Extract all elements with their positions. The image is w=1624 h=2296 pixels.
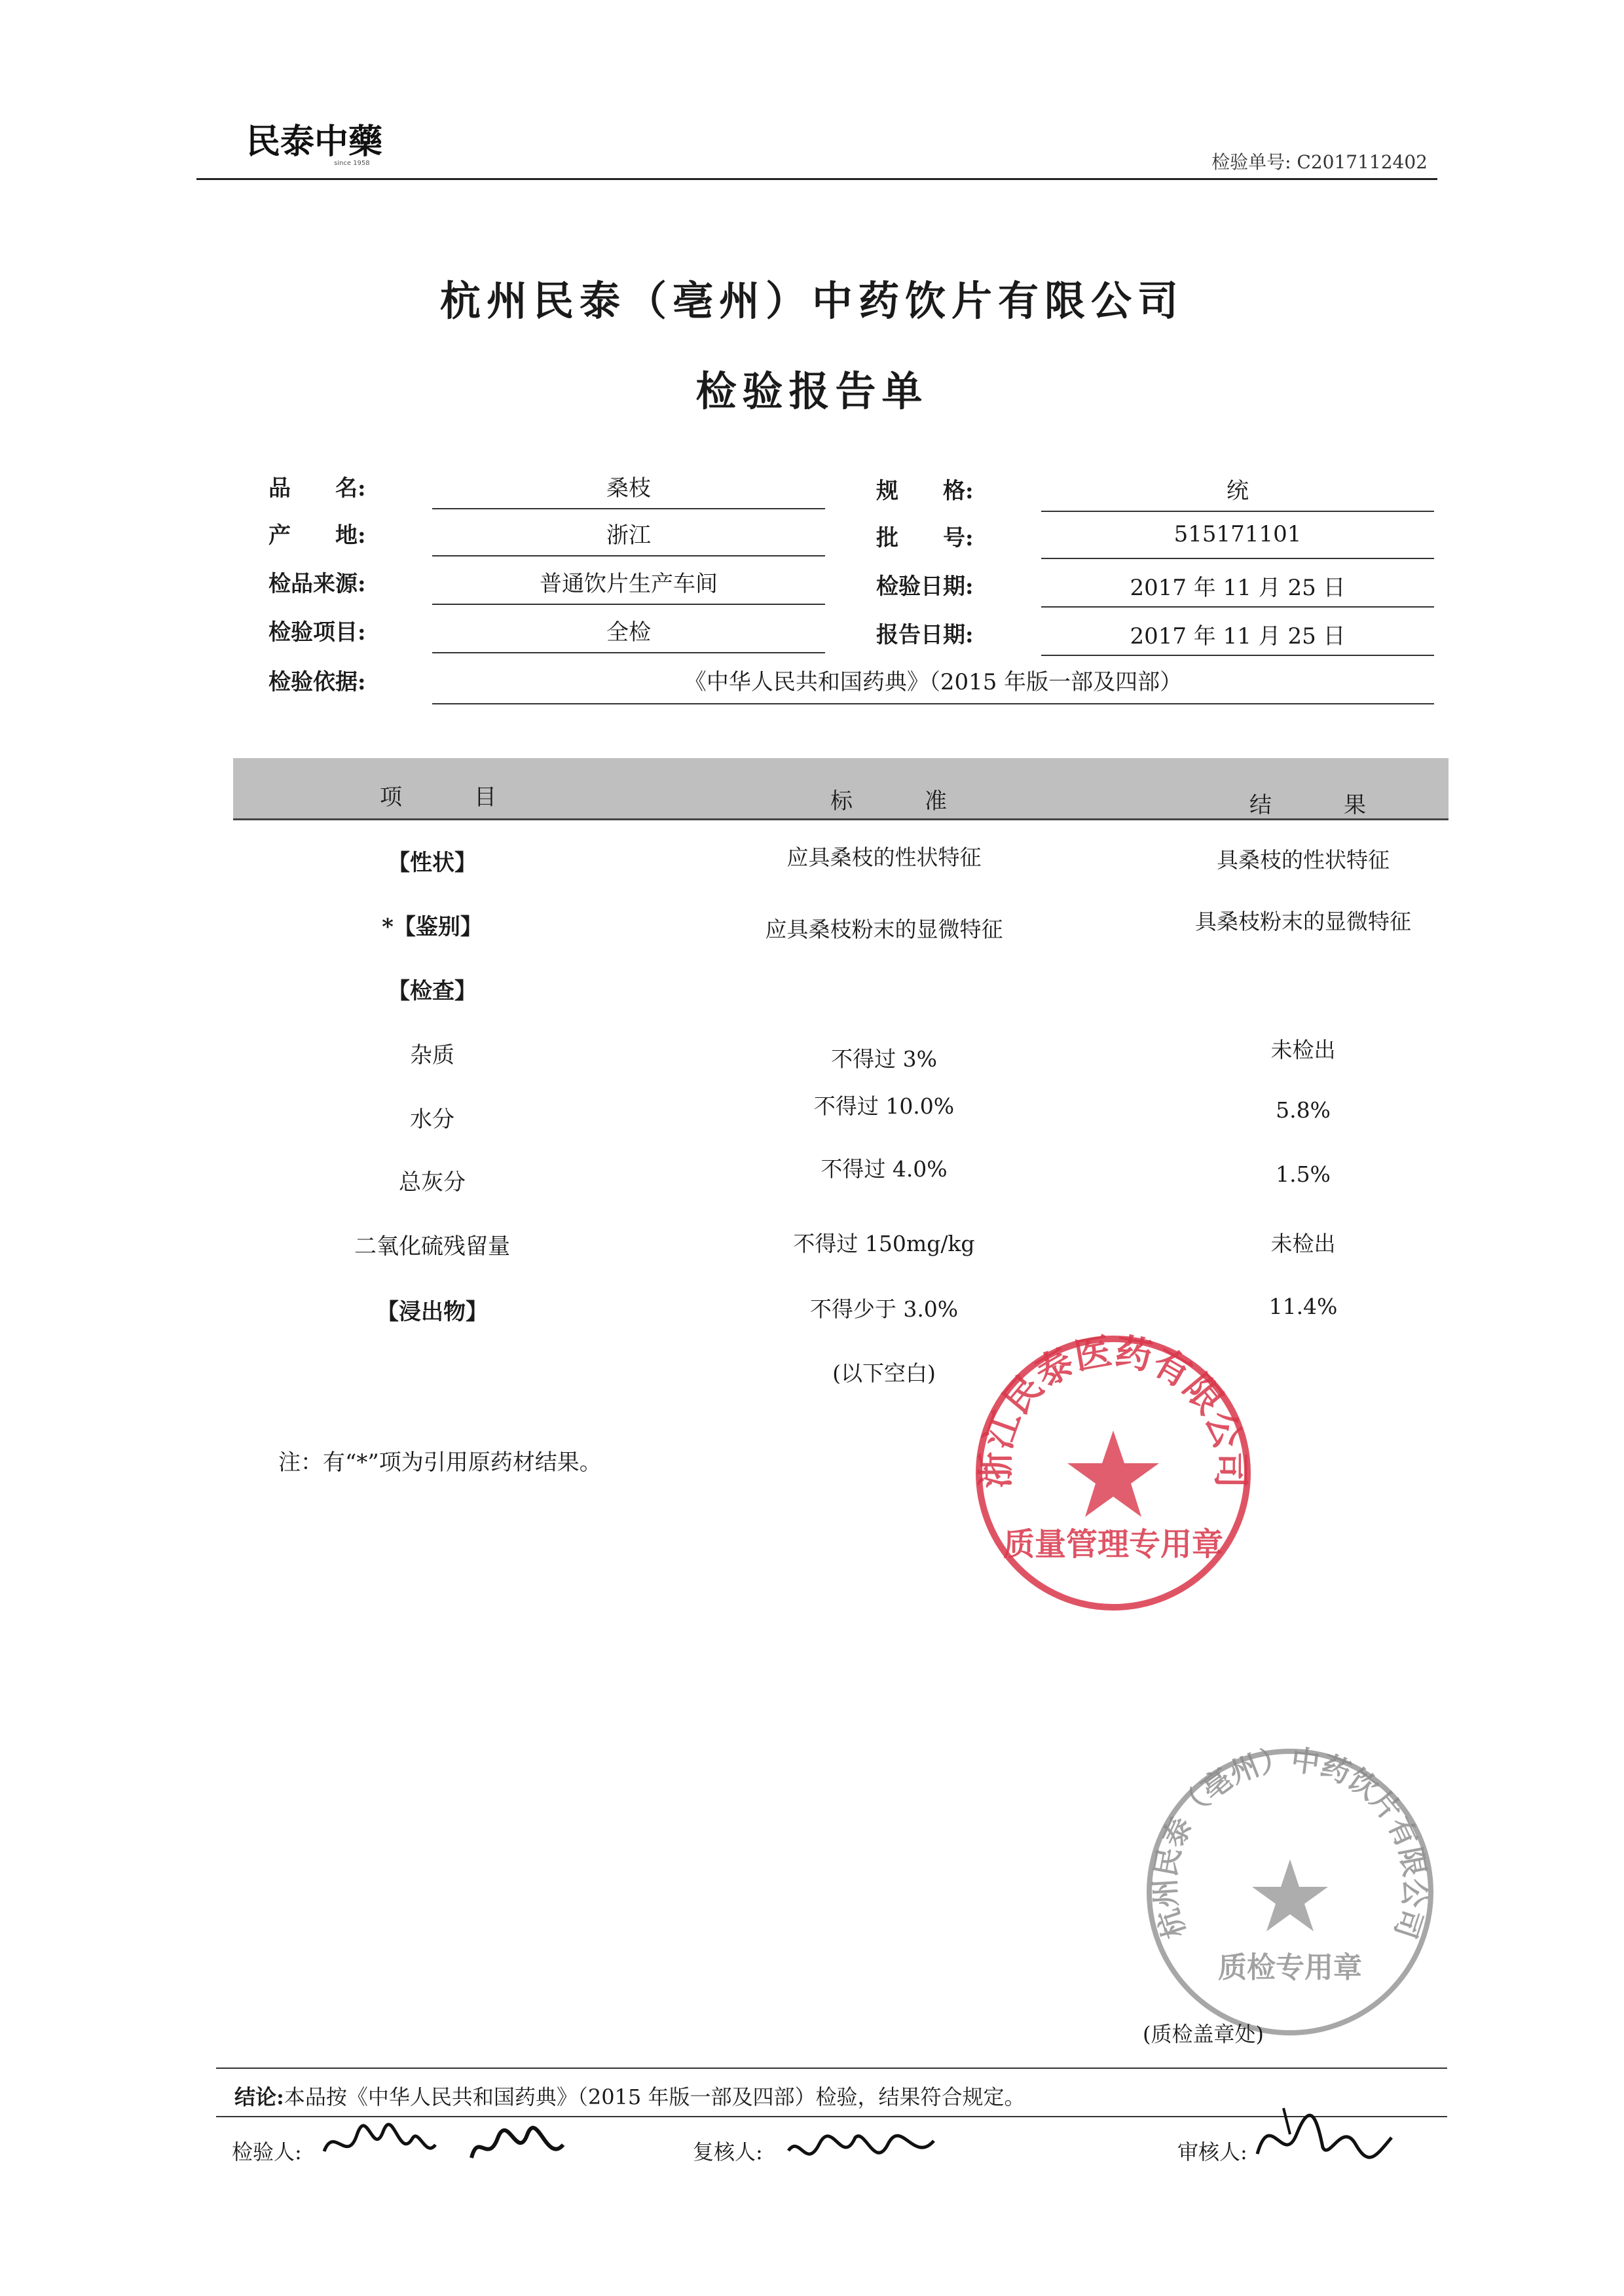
- basis-value: 《中华人民共和国药典》（2015 年版一部及四部）: [684, 669, 1183, 695]
- table-header-result: 结 果: [1249, 792, 1375, 818]
- info-underline: [432, 508, 825, 509]
- doc-number: 检验单号: C2017112402: [1211, 151, 1428, 173]
- batch-value: 515171101: [1173, 521, 1302, 547]
- row-standard: 应具桑枝粉末的显微特征: [765, 917, 1003, 942]
- info-underline: [432, 652, 825, 653]
- spec-label: 规 格:: [876, 478, 974, 504]
- conclusion: [234, 2081, 1025, 2111]
- row-result: 5.8%: [1276, 1097, 1331, 1123]
- info-underline: [432, 703, 1434, 704]
- row-result: 具桑枝粉末的显微特征: [1195, 909, 1411, 934]
- info-underline: [432, 555, 825, 556]
- row-item: 【检查】: [388, 978, 477, 1004]
- svg-text:民泰中藥: 民泰中藥: [246, 122, 383, 162]
- row-result: 具桑枝的性状特征: [1217, 847, 1390, 873]
- row-standard: 不得过 150mg/kg: [793, 1231, 975, 1256]
- source-value: 普通饮片生产车间: [540, 571, 718, 597]
- inspector-label: 检验人:: [232, 2140, 302, 2164]
- report-date-label: 报告日期:: [876, 622, 974, 648]
- svg-text:杭州民泰（亳州）中药饮片有限公司: 杭州民泰（亳州）中药饮片有限公司: [1149, 1743, 1431, 1942]
- row-item: *【鉴别】: [382, 914, 483, 940]
- conclusion-text: 本品按《中华人民共和国药典》（2015 年版一部及四部）检验，结果符合规定。: [284, 2085, 1025, 2109]
- basis-label: 检验依据:: [268, 669, 366, 695]
- row-result: 未检出: [1270, 1231, 1336, 1256]
- info-underline: [1041, 511, 1434, 512]
- header-divider: [196, 178, 1437, 180]
- test-items-value: 全检: [606, 619, 651, 646]
- company-logo: [244, 117, 401, 169]
- footnote: 注：有“*”项为引用原药材结果。: [278, 1449, 602, 1476]
- row-item: 总灰分: [399, 1169, 466, 1195]
- table-header-item: 项 目: [380, 784, 506, 811]
- row-standard: 不得少于 3.0%: [809, 1296, 959, 1322]
- svg-text:浙江民泰医药有限公司: 浙江民泰医药有限公司: [974, 1329, 1253, 1489]
- row-item: 二氧化硫残留量: [354, 1233, 510, 1260]
- reviewer-label: 复核人:: [693, 2140, 763, 2164]
- row-item: 杂质: [410, 1042, 454, 1068]
- test-items-label: 检验项目:: [268, 619, 366, 646]
- product-name-value: 桑枝: [606, 475, 651, 501]
- row-item: 水分: [410, 1106, 454, 1133]
- reviewer-signature: [783, 2115, 953, 2183]
- row-item: 【性状】: [388, 850, 477, 876]
- row-result: 11.4%: [1268, 1294, 1338, 1319]
- stamp-placeholder: (质检盖章处): [1143, 2022, 1264, 2047]
- row-standard: 不得过 3%: [831, 1046, 937, 1072]
- footer-divider: [216, 2068, 1447, 2069]
- svg-text:质量管理专用章: 质量管理专用章: [1003, 1526, 1224, 1563]
- svg-text:质检专用章: 质检专用章: [1218, 1951, 1362, 1984]
- row-result: 未检出: [1270, 1037, 1336, 1063]
- svg-text:since 1958: since 1958: [334, 160, 370, 167]
- source-label: 检品来源:: [268, 571, 366, 597]
- origin-value: 浙江: [606, 522, 651, 549]
- report-date-value: 2017 年 11 月 25 日: [1130, 623, 1346, 649]
- info-underline: [1041, 606, 1434, 608]
- row-standard: 不得过 10.0%: [813, 1093, 955, 1119]
- spec-value: 统: [1227, 478, 1249, 504]
- row-result: 1.5%: [1276, 1161, 1331, 1187]
- row-standard: 应具桑枝的性状特征: [786, 845, 982, 870]
- test-date-label: 检验日期:: [876, 574, 974, 600]
- inspection-seal: [1133, 1735, 1447, 2052]
- approver-label: 审核人:: [1177, 2140, 1247, 2164]
- blank-note: (以下空白): [832, 1360, 936, 1386]
- info-underline: [432, 604, 825, 605]
- report-title: 检验报告单: [695, 367, 929, 415]
- info-underline: [1041, 655, 1434, 656]
- conclusion-label: 结论:: [234, 2085, 284, 2109]
- company-title: 杭州民泰（亳州）中药饮片有限公司: [439, 277, 1184, 325]
- inspector-signature: [321, 2112, 570, 2180]
- product-name-label: 品 名:: [268, 475, 366, 501]
- batch-label: 批 号:: [876, 525, 974, 551]
- row-standard: 不得过 4.0%: [821, 1156, 948, 1182]
- table-header-standard: 标 准: [830, 788, 956, 814]
- approver-signature: [1244, 2095, 1401, 2176]
- quality-seal: [969, 1329, 1257, 1620]
- info-underline: [1041, 558, 1434, 559]
- row-item: 【浸出物】: [377, 1299, 488, 1325]
- origin-label: 产 地:: [268, 522, 366, 549]
- test-date-value: 2017 年 11 月 25 日: [1130, 575, 1346, 601]
